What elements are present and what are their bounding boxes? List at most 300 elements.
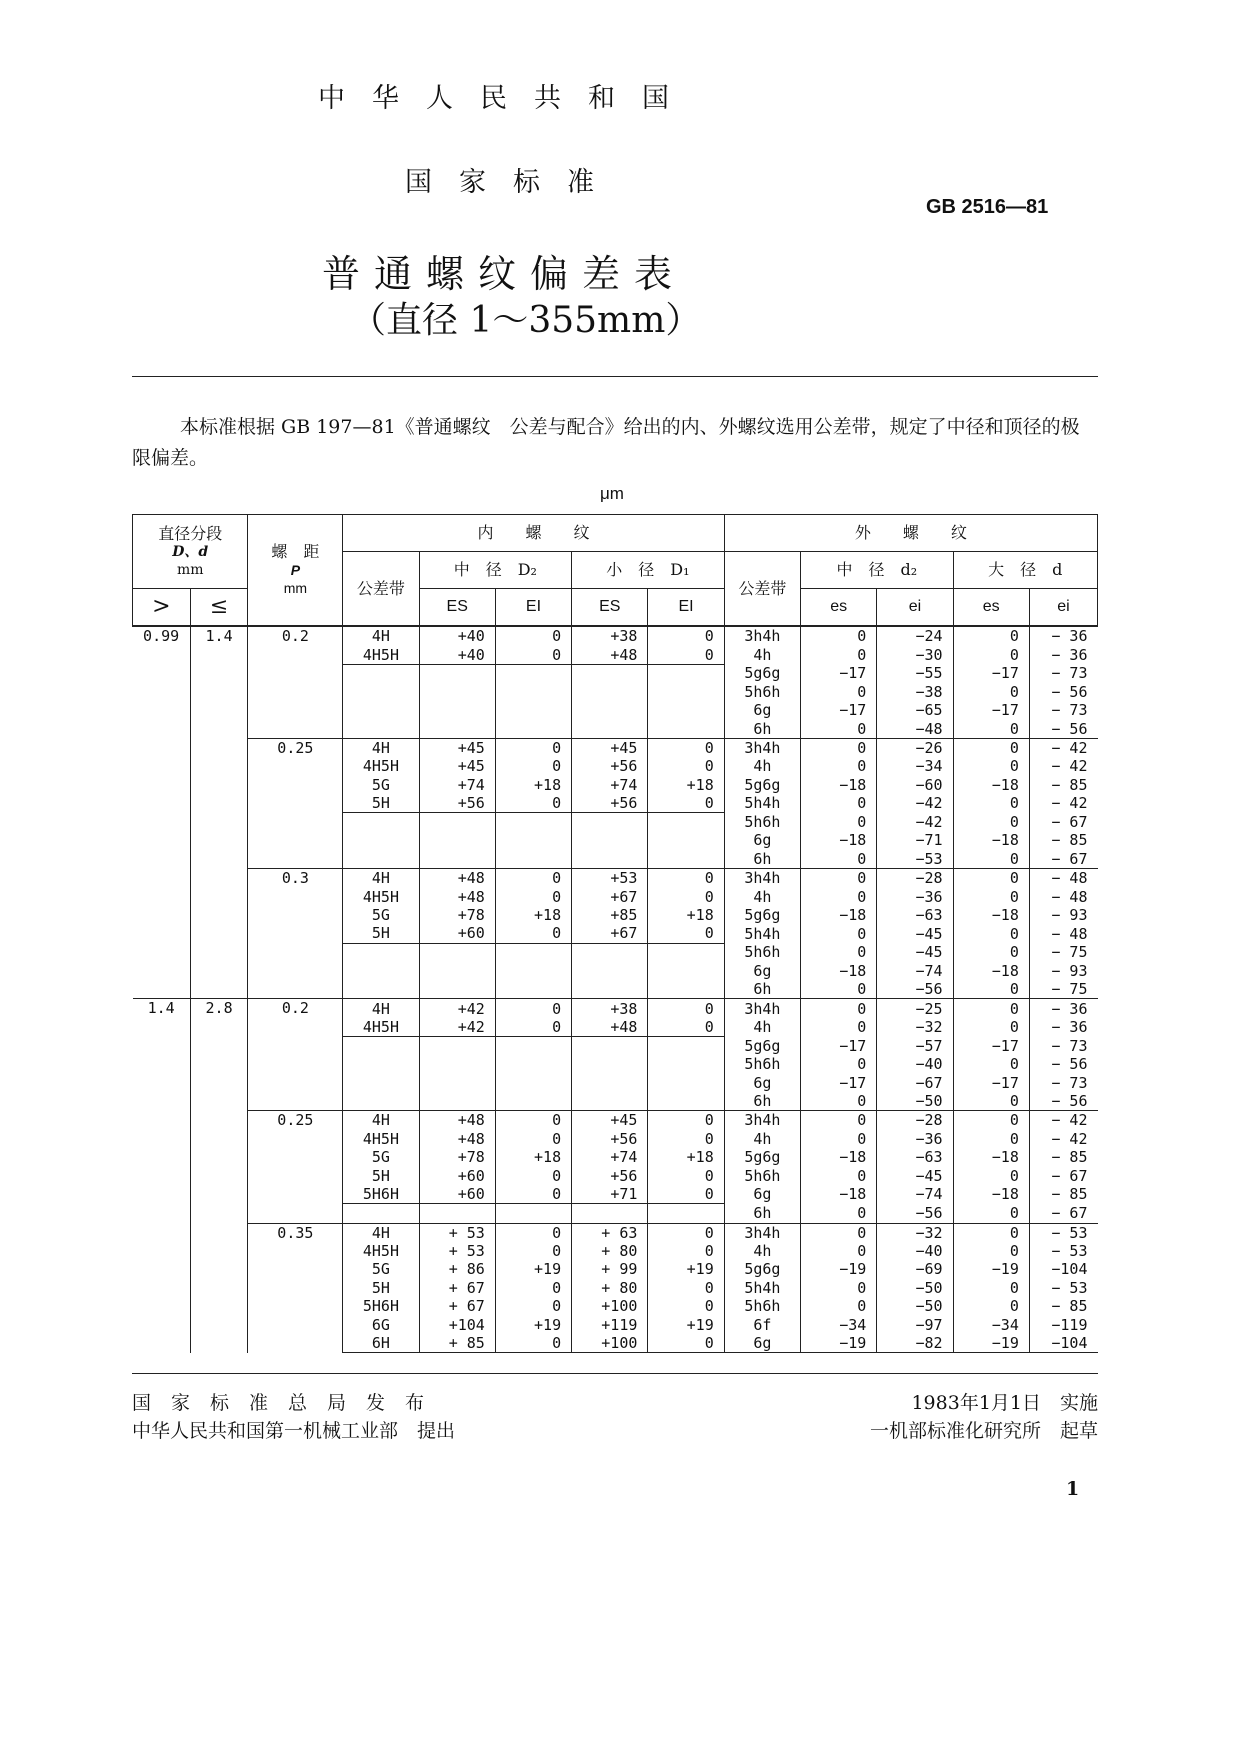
internal-deviation-cell: + 80	[572, 1242, 648, 1260]
internal-deviation-cell: +38	[572, 999, 648, 1018]
internal-deviation-cell: +18	[495, 776, 571, 794]
internal-tolerance-zone-cell: 5H	[343, 1166, 419, 1184]
empty-cell	[343, 1037, 419, 1111]
external-deviation-cell: −74	[877, 962, 953, 980]
internal-deviation-cell: +18	[495, 906, 571, 924]
external-deviation-cell: − 67	[1029, 1204, 1097, 1223]
external-deviation-cell: −48	[877, 719, 953, 738]
empty-cell	[648, 1204, 724, 1223]
external-deviation-cell: 0	[953, 1223, 1029, 1242]
external-tolerance-zone-cell: 4h	[724, 645, 800, 664]
ei-header: ei	[877, 589, 953, 627]
external-deviation-cell: 0	[801, 794, 877, 813]
external-deviation-cell: −28	[877, 1111, 953, 1130]
external-deviation-cell: − 73	[1029, 1073, 1097, 1091]
external-deviation-cell: − 36	[1029, 626, 1097, 645]
external-deviation-cell: −104	[1029, 1334, 1097, 1353]
external-deviation-cell: −60	[877, 776, 953, 794]
external-deviation-cell: −34	[953, 1315, 1029, 1333]
external-deviation-cell: −63	[877, 1148, 953, 1166]
external-deviation-cell: 0	[953, 1297, 1029, 1315]
external-tolerance-zone-cell: 5h4h	[724, 924, 800, 943]
internal-deviation-cell: +45	[419, 738, 495, 757]
internal-deviation-cell: 0	[648, 1130, 724, 1148]
issuer-line: 国家标准总局发布	[132, 1392, 445, 1414]
internal-tolerance-zone-cell: 4H5H	[343, 645, 419, 664]
external-deviation-cell: 0	[953, 999, 1029, 1018]
internal-tolerance-zone-cell: 6H	[343, 1334, 419, 1353]
external-deviation-cell: 0	[953, 943, 1029, 961]
external-deviation-cell: −30	[877, 645, 953, 664]
internal-deviation-cell: 0	[495, 794, 571, 813]
internal-deviation-cell: 0	[648, 757, 724, 775]
external-tolerance-zone-cell: 6h	[724, 719, 800, 738]
internal-deviation-cell: +18	[648, 1148, 724, 1166]
external-deviation-cell: −34	[877, 757, 953, 775]
internal-deviation-cell: 0	[495, 1223, 571, 1242]
external-tolerance-zone-cell: 5g6g	[724, 906, 800, 924]
diameter-le-cell: 1.4	[190, 626, 248, 999]
external-deviation-cell: 0	[953, 1018, 1029, 1037]
internal-deviation-cell: +104	[419, 1315, 495, 1333]
internal-tolerance-zone-cell: 4H	[343, 1223, 419, 1242]
external-deviation-cell: −17	[953, 664, 1029, 682]
table-row	[133, 869, 1098, 888]
page-number: 1	[1066, 1478, 1080, 1500]
external-deviation-cell: −45	[877, 924, 953, 943]
standard-code: GB 2516—81	[926, 196, 1049, 218]
table-row	[133, 738, 1098, 757]
external-tolerance-zone-cell: 6g	[724, 1185, 800, 1204]
empty-cell	[419, 943, 495, 999]
external-deviation-cell: − 93	[1029, 962, 1097, 980]
external-tolerance-zone-cell: 6h	[724, 1092, 800, 1111]
external-deviation-cell: − 85	[1029, 776, 1097, 794]
diameter-gt-cell: 0.99	[133, 626, 191, 999]
internal-tolerance-zone-cell: 5G	[343, 776, 419, 794]
internal-deviation-cell: +74	[572, 1148, 648, 1166]
internal-deviation-cell: 0	[648, 1242, 724, 1260]
internal-deviation-cell: + 99	[572, 1260, 648, 1278]
external-deviation-cell: − 56	[1029, 1092, 1097, 1111]
table-row	[133, 1223, 1098, 1242]
external-tolerance-zone-cell: 5h6h	[724, 683, 800, 701]
empty-cell	[572, 943, 648, 999]
external-tolerance-zone-cell: 5g6g	[724, 664, 800, 682]
external-tolerance-zone-header: 公差带	[724, 552, 800, 627]
external-deviation-cell: −17	[801, 1073, 877, 1091]
external-deviation-cell: 0	[801, 1223, 877, 1242]
external-thread-header: 外 螺 纹	[724, 515, 1097, 552]
internal-deviation-cell: +60	[419, 924, 495, 943]
external-tolerance-zone-cell: 6g	[724, 1334, 800, 1353]
gt-header: >	[133, 589, 191, 627]
diameter-range-header: 直径分段 D、d mm	[133, 515, 248, 589]
internal-deviation-cell: 0	[648, 1334, 724, 1353]
external-tolerance-zone-cell: 4h	[724, 757, 800, 775]
external-deviation-cell: 0	[953, 1130, 1029, 1148]
internal-tolerance-zone-cell: 5H	[343, 924, 419, 943]
external-deviation-cell: −18	[953, 1185, 1029, 1204]
internal-deviation-cell: +40	[419, 626, 495, 645]
internal-deviation-cell: +40	[419, 645, 495, 664]
external-deviation-cell: 0	[953, 757, 1029, 775]
pitch-header: 螺 距 P mm	[248, 515, 343, 627]
external-deviation-cell: − 73	[1029, 1037, 1097, 1055]
internal-deviation-cell: +119	[572, 1315, 648, 1333]
internal-deviation-cell: +18	[648, 906, 724, 924]
external-deviation-cell: −42	[877, 813, 953, 831]
internal-deviation-cell: +45	[419, 757, 495, 775]
external-deviation-cell: − 56	[1029, 1055, 1097, 1073]
internal-pitch-diameter-header: 中 径 D₂	[419, 552, 572, 589]
external-deviation-cell: 0	[801, 980, 877, 999]
external-deviation-cell: − 85	[1029, 1185, 1097, 1204]
external-deviation-cell: −63	[877, 906, 953, 924]
external-deviation-cell: 0	[953, 1055, 1029, 1073]
external-deviation-cell: −18	[953, 776, 1029, 794]
external-deviation-cell: − 42	[1029, 757, 1097, 775]
external-deviation-cell: − 42	[1029, 738, 1097, 757]
ES-header: ES	[572, 589, 648, 627]
external-deviation-cell: −74	[877, 1185, 953, 1204]
external-deviation-cell: 0	[801, 719, 877, 738]
external-tolerance-zone-cell: 5g6g	[724, 1148, 800, 1166]
external-deviation-cell: −65	[877, 701, 953, 719]
internal-tolerance-zone-cell: 4H	[343, 738, 419, 757]
external-deviation-cell: −17	[953, 1073, 1029, 1091]
empty-cell	[648, 664, 724, 738]
internal-deviation-cell: +100	[572, 1334, 648, 1353]
empty-cell	[419, 813, 495, 869]
country-name: 中华人民共和国	[318, 83, 696, 114]
internal-deviation-cell: +45	[572, 1111, 648, 1130]
internal-deviation-cell: +56	[572, 794, 648, 813]
external-deviation-cell: −36	[877, 1130, 953, 1148]
external-deviation-cell: −17	[953, 1037, 1029, 1055]
empty-cell	[572, 813, 648, 869]
internal-deviation-cell: 0	[495, 1297, 571, 1315]
pitch-cell: 0.2	[248, 626, 343, 738]
internal-deviation-cell: +78	[419, 906, 495, 924]
external-tolerance-zone-cell: 4h	[724, 887, 800, 905]
external-deviation-cell: 0	[801, 1055, 877, 1073]
internal-deviation-cell: 0	[648, 738, 724, 757]
internal-deviation-cell: 0	[495, 757, 571, 775]
header-divider	[132, 376, 1098, 377]
pitch-cell: 0.25	[248, 738, 343, 868]
internal-tolerance-zone-cell: 6G	[343, 1315, 419, 1333]
external-deviation-cell: − 67	[1029, 813, 1097, 831]
internal-deviation-cell: +85	[572, 906, 648, 924]
footer-divider	[132, 1373, 1098, 1374]
internal-deviation-cell: +100	[572, 1297, 648, 1315]
external-deviation-cell: − 85	[1029, 1148, 1097, 1166]
ES-header: ES	[419, 589, 495, 627]
external-tolerance-zone-cell: 5g6g	[724, 1260, 800, 1278]
empty-cell	[343, 943, 419, 999]
empty-cell	[343, 1204, 419, 1223]
internal-tolerance-zone-cell: 4H	[343, 999, 419, 1018]
external-deviation-cell: −42	[877, 794, 953, 813]
external-deviation-cell: −19	[953, 1334, 1029, 1353]
external-deviation-cell: −18	[801, 1185, 877, 1204]
external-deviation-cell: − 75	[1029, 943, 1097, 961]
empty-cell	[419, 664, 495, 738]
intro-paragraph: 本标准根据 GB 197—81《普通螺纹 公差与配合》给出的内、外螺纹选用公差带，规定了中径和顶径的极限偏差。	[132, 416, 1080, 469]
external-deviation-cell: 0	[801, 1297, 877, 1315]
external-deviation-cell: 0	[953, 1242, 1029, 1260]
external-deviation-cell: 0	[801, 683, 877, 701]
internal-deviation-cell: +78	[419, 1148, 495, 1166]
external-deviation-cell: −57	[877, 1037, 953, 1055]
es-header: es	[801, 589, 877, 627]
external-tolerance-zone-cell: 3h4h	[724, 869, 800, 888]
internal-deviation-cell: + 67	[419, 1279, 495, 1297]
external-deviation-cell: −119	[1029, 1315, 1097, 1333]
external-deviation-cell: −104	[1029, 1260, 1097, 1278]
internal-deviation-cell: +48	[419, 1111, 495, 1130]
internal-deviation-cell: +38	[572, 626, 648, 645]
document-subtitle: （直径 1～355mm）	[350, 300, 702, 341]
internal-deviation-cell: +19	[648, 1260, 724, 1278]
external-deviation-cell: −18	[801, 906, 877, 924]
external-deviation-cell: 0	[953, 719, 1029, 738]
document-title: 普通螺纹偏差表	[322, 252, 687, 296]
external-deviation-cell: − 67	[1029, 1166, 1097, 1184]
external-deviation-cell: −40	[877, 1055, 953, 1073]
external-deviation-cell: −71	[877, 831, 953, 849]
deviation-table-body	[133, 626, 1098, 1353]
internal-deviation-cell: +19	[648, 1315, 724, 1333]
internal-deviation-cell: +42	[419, 1018, 495, 1037]
external-deviation-cell: −38	[877, 683, 953, 701]
external-deviation-cell: − 42	[1029, 1111, 1097, 1130]
external-tolerance-zone-cell: 5h6h	[724, 1055, 800, 1073]
external-deviation-cell: −18	[953, 1148, 1029, 1166]
external-deviation-cell: 0	[801, 813, 877, 831]
drafter-line: 一机部标准化研究所 起草	[869, 1420, 1098, 1442]
external-deviation-cell: 0	[953, 1279, 1029, 1297]
external-deviation-cell: −69	[877, 1260, 953, 1278]
internal-deviation-cell: 0	[648, 1111, 724, 1130]
internal-deviation-cell: + 80	[572, 1279, 648, 1297]
internal-deviation-cell: 0	[495, 1018, 571, 1037]
internal-deviation-cell: +56	[572, 1130, 648, 1148]
external-deviation-cell: −67	[877, 1073, 953, 1091]
external-deviation-cell: −17	[801, 664, 877, 682]
internal-deviation-cell: 0	[495, 738, 571, 757]
external-tolerance-zone-cell: 5h6h	[724, 813, 800, 831]
internal-tolerance-zone-cell: 5H	[343, 1279, 419, 1297]
external-deviation-cell: 0	[953, 850, 1029, 869]
external-deviation-cell: − 85	[1029, 831, 1097, 849]
external-deviation-cell: 0	[801, 757, 877, 775]
external-deviation-cell: −18	[801, 962, 877, 980]
empty-cell	[495, 1037, 571, 1111]
external-deviation-cell: 0	[801, 1242, 877, 1260]
external-deviation-cell: 0	[953, 887, 1029, 905]
external-deviation-cell: −32	[877, 1223, 953, 1242]
external-deviation-cell: −18	[953, 962, 1029, 980]
external-tolerance-zone-cell: 5g6g	[724, 1037, 800, 1055]
internal-deviation-cell: +48	[419, 1130, 495, 1148]
internal-deviation-cell: +56	[572, 757, 648, 775]
empty-cell	[343, 664, 419, 738]
external-deviation-cell: −17	[953, 701, 1029, 719]
internal-tolerance-zone-cell: 4H5H	[343, 757, 419, 775]
external-deviation-cell: −24	[877, 626, 953, 645]
internal-deviation-cell: 0	[648, 1297, 724, 1315]
empty-cell	[572, 1204, 648, 1223]
external-deviation-cell: 0	[953, 1092, 1029, 1111]
external-tolerance-zone-cell: 3h4h	[724, 1111, 800, 1130]
external-tolerance-zone-cell: 4h	[724, 1018, 800, 1037]
table-row	[133, 626, 1098, 645]
external-deviation-cell: 0	[801, 924, 877, 943]
pitch-cell: 0.25	[248, 1111, 343, 1223]
internal-deviation-cell: +48	[572, 645, 648, 664]
external-deviation-cell: −19	[953, 1260, 1029, 1278]
external-deviation-cell: 0	[801, 1092, 877, 1111]
external-tolerance-zone-cell: 6g	[724, 701, 800, 719]
internal-deviation-cell: +48	[419, 887, 495, 905]
external-deviation-cell: 0	[953, 869, 1029, 888]
internal-deviation-cell: + 86	[419, 1260, 495, 1278]
external-deviation-cell: − 53	[1029, 1279, 1097, 1297]
external-deviation-cell: 0	[953, 683, 1029, 701]
internal-tolerance-zone-cell: 5G	[343, 906, 419, 924]
unit-label: μm	[600, 484, 624, 503]
external-deviation-cell: 0	[801, 645, 877, 664]
external-deviation-cell: 0	[801, 943, 877, 961]
external-deviation-cell: −45	[877, 1166, 953, 1184]
internal-deviation-cell: 0	[648, 1223, 724, 1242]
external-deviation-cell: 0	[801, 1130, 877, 1148]
internal-tolerance-zone-cell: 5G	[343, 1148, 419, 1166]
external-deviation-cell: 0	[801, 869, 877, 888]
internal-deviation-cell: 0	[495, 1111, 571, 1130]
internal-deviation-cell: 0	[648, 1185, 724, 1204]
internal-deviation-cell: +53	[572, 869, 648, 888]
external-tolerance-zone-cell: 6h	[724, 850, 800, 869]
internal-deviation-cell: +48	[419, 869, 495, 888]
external-deviation-cell: −18	[801, 831, 877, 849]
empty-cell	[572, 1037, 648, 1111]
internal-tolerance-zone-cell: 4H	[343, 1111, 419, 1130]
le-header: ≤	[190, 589, 248, 627]
external-deviation-cell: −40	[877, 1242, 953, 1260]
internal-tolerance-zone-cell: 4H5H	[343, 1242, 419, 1260]
empty-cell	[495, 1204, 571, 1223]
table-row	[133, 1111, 1098, 1130]
internal-deviation-cell: 0	[648, 999, 724, 1018]
internal-deviation-cell: 0	[495, 1334, 571, 1353]
empty-cell	[648, 943, 724, 999]
external-deviation-cell: − 48	[1029, 869, 1097, 888]
table-row	[133, 999, 1098, 1018]
internal-deviation-cell: +60	[419, 1185, 495, 1204]
external-deviation-cell: 0	[953, 1166, 1029, 1184]
empty-cell	[648, 1037, 724, 1111]
external-deviation-cell: −18	[953, 831, 1029, 849]
deviation-table	[132, 514, 1098, 1353]
internal-deviation-cell: 0	[495, 1242, 571, 1260]
external-tolerance-zone-cell: 3h4h	[724, 738, 800, 757]
EI-header: EI	[648, 589, 724, 627]
internal-deviation-cell: 0	[648, 869, 724, 888]
empty-cell	[343, 813, 419, 869]
internal-deviation-cell: 0	[495, 1279, 571, 1297]
external-deviation-cell: − 75	[1029, 980, 1097, 999]
external-tolerance-zone-cell: 6h	[724, 980, 800, 999]
external-deviation-cell: −32	[877, 1018, 953, 1037]
external-deviation-cell: 0	[953, 794, 1029, 813]
internal-tolerance-zone-cell: 4H5H	[343, 887, 419, 905]
internal-deviation-cell: 0	[495, 645, 571, 664]
internal-deviation-cell: 0	[648, 645, 724, 664]
internal-deviation-cell: 0	[495, 1166, 571, 1184]
internal-deviation-cell: +67	[572, 924, 648, 943]
internal-deviation-cell: 0	[648, 1166, 724, 1184]
external-tolerance-zone-cell: 6g	[724, 962, 800, 980]
external-deviation-cell: 0	[801, 999, 877, 1018]
external-deviation-cell: − 36	[1029, 645, 1097, 664]
external-tolerance-zone-cell: 5h6h	[724, 943, 800, 961]
internal-tolerance-zone-header: 公差带	[343, 552, 419, 627]
external-deviation-cell: 0	[801, 738, 877, 757]
external-tolerance-zone-cell: 4h	[724, 1242, 800, 1260]
external-tolerance-zone-cell: 6g	[724, 1073, 800, 1091]
pitch-cell: 0.35	[248, 1223, 343, 1353]
internal-tolerance-zone-cell: 4H	[343, 869, 419, 888]
internal-deviation-cell: 0	[495, 924, 571, 943]
internal-tolerance-zone-cell: 5H6H	[343, 1185, 419, 1204]
external-tolerance-zone-cell: 6h	[724, 1204, 800, 1223]
internal-deviation-cell: +18	[495, 1148, 571, 1166]
external-deviation-cell: −17	[801, 701, 877, 719]
empty-cell	[495, 943, 571, 999]
internal-deviation-cell: 0	[495, 869, 571, 888]
empty-cell	[495, 664, 571, 738]
internal-deviation-cell: + 53	[419, 1242, 495, 1260]
external-deviation-cell: −19	[801, 1334, 877, 1353]
external-deviation-cell: −25	[877, 999, 953, 1018]
internal-deviation-cell: 0	[648, 626, 724, 645]
EI-header: EI	[495, 589, 571, 627]
empty-cell	[572, 664, 648, 738]
external-deviation-cell: − 53	[1029, 1242, 1097, 1260]
empty-cell	[495, 813, 571, 869]
internal-deviation-cell: +71	[572, 1185, 648, 1204]
external-tolerance-zone-cell: 5h4h	[724, 794, 800, 813]
internal-deviation-cell: 0	[648, 887, 724, 905]
internal-deviation-cell: 0	[495, 1185, 571, 1204]
external-deviation-cell: 0	[953, 738, 1029, 757]
external-deviation-cell: −26	[877, 738, 953, 757]
external-deviation-cell: 0	[801, 1204, 877, 1223]
external-deviation-cell: − 42	[1029, 794, 1097, 813]
external-major-diameter-header: 大 径 d	[953, 552, 1097, 589]
external-deviation-cell: 0	[953, 924, 1029, 943]
external-deviation-cell: 0	[801, 887, 877, 905]
external-deviation-cell: 0	[953, 626, 1029, 645]
external-deviation-cell: 0	[801, 850, 877, 869]
external-tolerance-zone-cell: 5h6h	[724, 1297, 800, 1315]
external-tolerance-zone-cell: 5g6g	[724, 776, 800, 794]
external-deviation-cell: −82	[877, 1334, 953, 1353]
external-deviation-cell: −18	[801, 776, 877, 794]
